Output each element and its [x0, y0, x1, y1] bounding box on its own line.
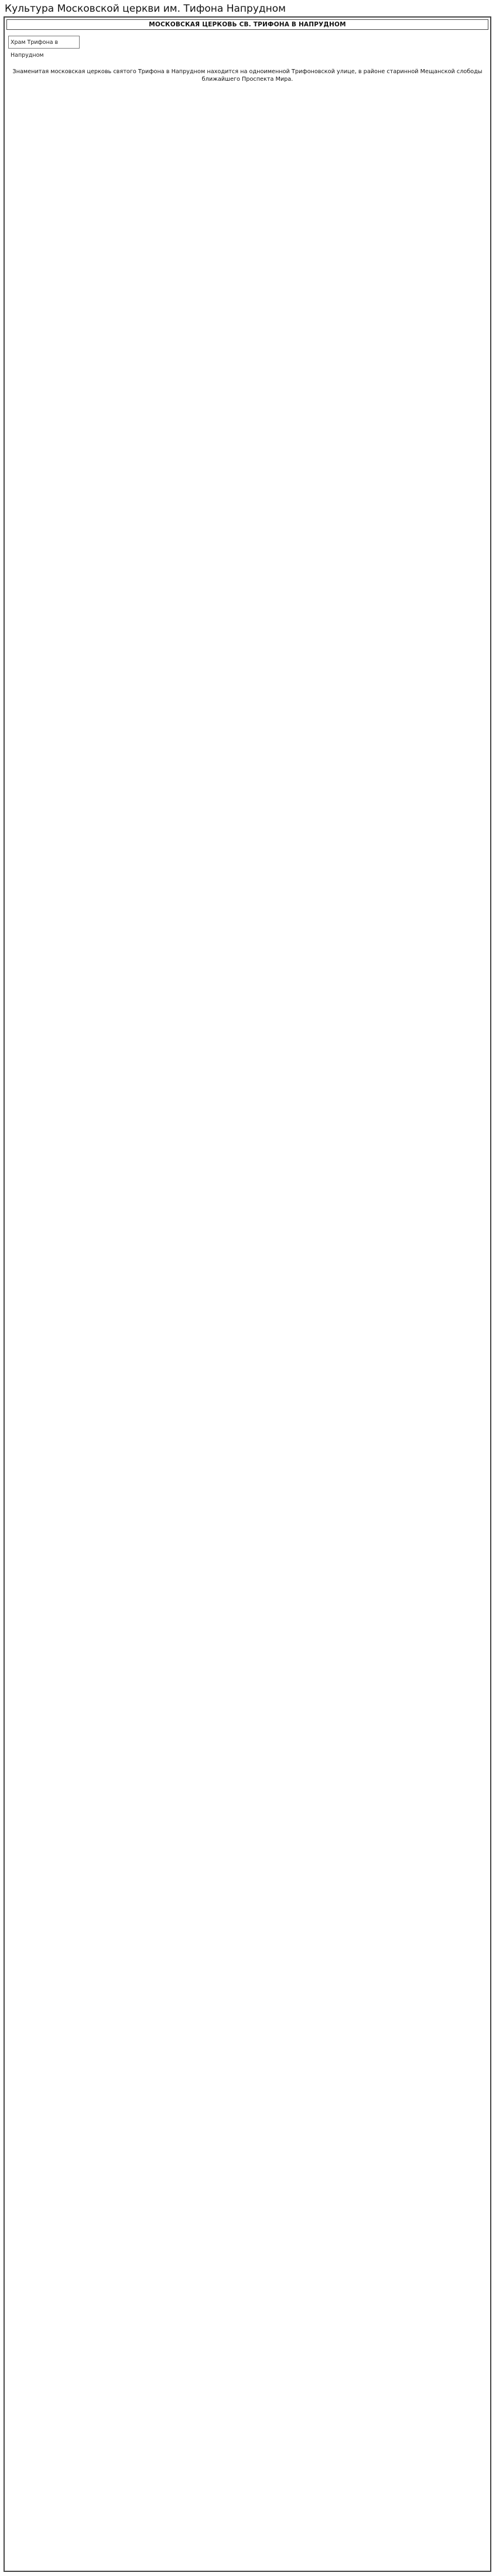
- page-title: Культура Московской церкви им. Тифона Напрудном: [5, 3, 286, 15]
- article-body: [5, 49, 490, 83]
- article-frame: [4, 16, 491, 2572]
- image-caption: Храм Трифона в Напрудном: [11, 39, 59, 59]
- article-heading: МОСКОВСКАЯ ЦЕРКОВЬ СВ. ТРИФОНА В НАПРУДНОМ: [6, 19, 488, 30]
- article-paragraph: Знаменитая московская церковь святого Трифона в Напрудном находится на одноименной Трифоновской улице, в районе старинной Мещанской слободы ближайшего Проспекта Мира.: [12, 68, 483, 83]
- church-image: [8, 36, 80, 59]
